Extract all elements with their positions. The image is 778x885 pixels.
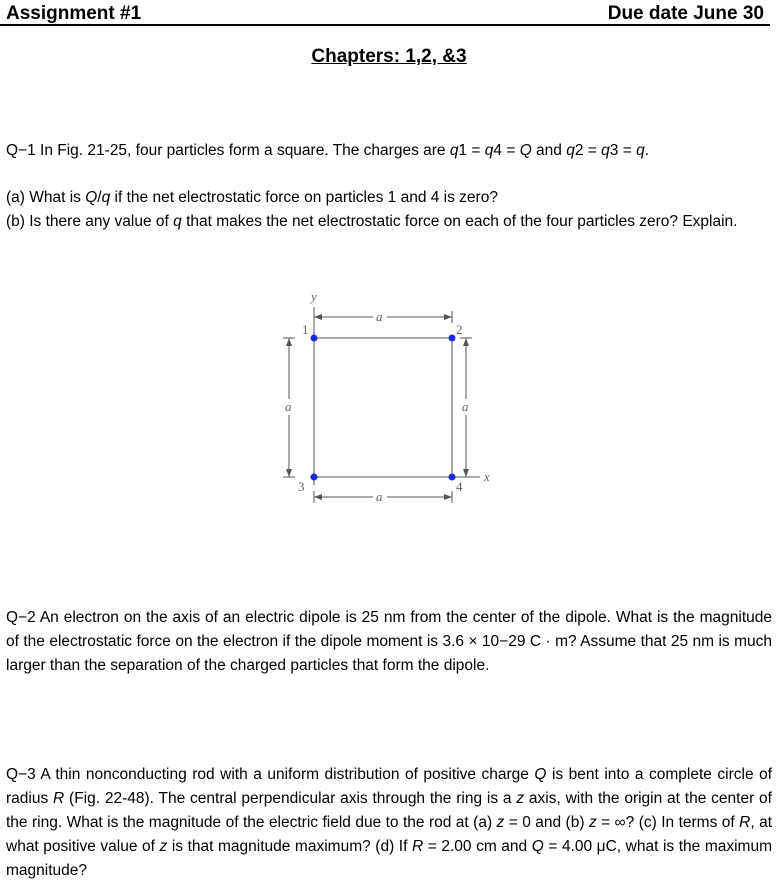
top-dimension-arrow-right — [444, 314, 452, 320]
y-axis-label: y — [311, 289, 317, 304]
particle-3-dot — [311, 474, 318, 481]
bottom-dimension-arrow-left — [314, 494, 322, 500]
particle-1-label: 1 — [302, 322, 309, 337]
top-side-label: a — [376, 309, 383, 324]
q1-intro: Q−1 In Fig. 21-25, four particles form a square. The charges are q1 = q4 = Q and q2 = q3 = q. — [6, 142, 650, 159]
particle-2-label: 2 — [456, 322, 463, 337]
square-charges-figure — [270, 285, 500, 515]
particle-3-label: 3 — [298, 479, 305, 494]
q3-text: Q−3 A thin nonconducting rod with a uniform distribution of positive charge Q is bent into a complete circle of radius R (Fig. 22-48). The central perpendicular axis through the ring is a z axis, with the origin at the center of the ring. What is the magnitude of the electric field due to the rod at (a) z = 0 and (b) z = ∞? (c) In terms of R, at what positive value of z is that magnitude maximum? (d) If R = 2.00 cm and Q = 4.00 μC, what is the maximum magnitude? — [6, 766, 773, 879]
particle-4-label: 4 — [456, 479, 463, 494]
q1-part-b: (b) Is there any value of q that makes the net electrostatic force on each of the four particles zero? Explain. — [6, 213, 738, 230]
x-axis-label: x — [484, 469, 490, 484]
chapters-text: Chapters: 1,2, &3 — [311, 46, 467, 67]
right-side-label: a — [462, 399, 469, 414]
bottom-side-label: a — [376, 489, 383, 504]
particle-1-dot — [311, 335, 318, 342]
chapters-heading — [0, 46, 778, 68]
bottom-dimension-arrow-right — [444, 494, 452, 500]
right-dimension-arrow-top — [463, 338, 469, 346]
left-dimension-arrow-bottom — [286, 469, 292, 477]
right-dimension-arrow-bottom — [463, 469, 469, 477]
top-dimension-arrow-left — [314, 314, 322, 320]
due-date: Due date June 30 — [607, 3, 764, 24]
q2-text: Q−2 An electron on the axis of an electric dipole is 25 nm from the center of the dipole. What is the magnitude of the electrostatic force on the electron if the dipole moment is 3.6 × 10−29 C · m? Assume that 25 nm is much larger than the separation of the charged particles that form the dipole. — [6, 609, 772, 674]
assignment-title: Assignment #1 — [6, 3, 142, 24]
q1-part-a: (a) What is Q/q if the net electrostatic force on particles 1 and 4 is zero? — [6, 189, 498, 206]
particle-4-dot — [449, 474, 456, 481]
particle-2-dot — [449, 335, 456, 342]
left-side-label: a — [285, 399, 292, 414]
left-dimension-arrow-top — [286, 338, 292, 346]
